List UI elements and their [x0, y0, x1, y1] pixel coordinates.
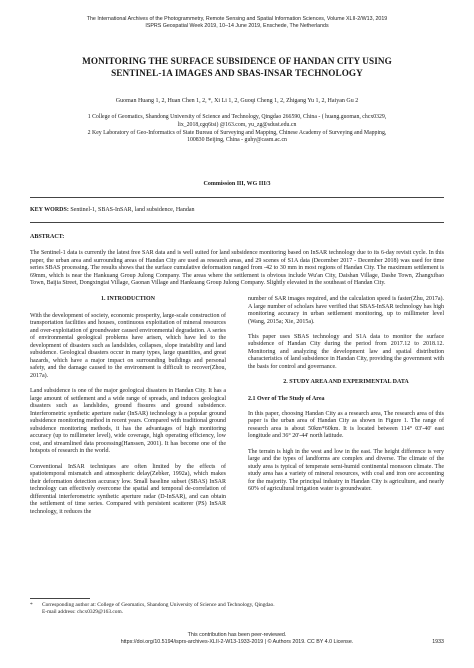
- keywords-text: Sentinel-1, SBAS-InSAR, land subsidence, Handan: [70, 207, 195, 213]
- affiliation-line: lix_2018,cgq6tsi) @163.com, yu_zg@sdust.edu.cn: [177, 121, 297, 128]
- section-heading-study-area: 2. STUDY AREA AND EXPERIMENTAL DATA: [283, 379, 409, 386]
- footnote-line1: [30, 602, 450, 609]
- paper-title: [30, 56, 444, 79]
- footnote-line2: E-mail address: chcx0329@163.com.: [42, 609, 124, 615]
- section-heading-introduction: 1. INTRODUCTION: [100, 296, 155, 302]
- keywords: [30, 206, 195, 214]
- affiliation-line: 100830 Beijing, China - guhy@casm.ac.cn: [187, 137, 287, 144]
- journal-header-line1: The International Archives of the Photogrammetry, Remote Sensing and Spatial Information Sciences, Volume XLII-2/W13, 2019: [86, 16, 388, 22]
- page-footer: [20, 632, 454, 647]
- body-paragraph: number of SAR images required, and the calculation speed is faster(Zhu, 2017a). A large number of scholars have verified that SBAS-InSAR technology has high monitoring accuracy in urban settlement monitoring, up to millimeter level (Wang, 2015a; Xie, 2015a).: [248, 296, 444, 325]
- body-paragraph: Land subsidence is one of the major geological disasters in Handan City. It has a large amount of settlement and a wide range of spreads, and induces geological disasters such as landslides, ground fissures and ground subsidence. Interferometric synthetic aperture radar (InSAR) technology is a popular ground subsidence monitoring method in recent years. Compared with traditional ground subsidence monitoring methods, it has the advantages of high monitoring accuracy (up to millimeter level), wide coverage, high operating efficiency, low cost, and streamlined data processing(Hanssen, 2001). It has become one of the hotspots of research in the world.: [30, 388, 226, 455]
- body-paragraph: This paper uses SBAS technology and S1A data to monitor the surface subsidence of Handan City during the period from 2017.12 to 2018.12. Monitoring and analyzing the development law and spatial distribution characteristics of land subsidence in Handan City, providing the government with the basis for control and governance.: [248, 333, 444, 370]
- body-paragraph: The terrain is high in the west and low in the east. The height difference is very large and the types of landforms are complex and diverse. The climate of the study area is typical of temperate semi-humid continental monsoon climate. The study area has a variety of mineral resources, with coal and iron ore accounting for the majority. The principal industry in Handan City is agriculture, and nearly 60% of agricultural irrigation water is groundwater.: [248, 448, 444, 493]
- commission-label: Commission III, WG III/3: [203, 181, 271, 187]
- journal-header-line2: ISPRS Geospatial Week 2019, 10–14 June 2019, Enschede, The Netherlands: [145, 23, 329, 30]
- footnote: [30, 602, 450, 616]
- body-paragraph: With the development of society, economic prosperity, large-scale construction of transportation facilities and houses, continuous exploitation of mineral resources and over-exploitation of groundwater caused environmental degradation. A series of environmental geological problems have arisen, which have led to the development of disasters such as landslides, collapses, slope instability and land subsidence. Geological disasters occur in many types, large quantities, and great hazards, which have a major impact on surrounding buildings and personal safety, and the damage caused to the environment is difficult to recover(Zhou, 2017a).: [30, 312, 226, 379]
- footer-review-note: This contribution has been peer-reviewed.: [187, 632, 287, 638]
- body-paragraph: Conventional InSAR techniques are often limited by the effects of spatiotemporal mismatch and atmospheric delay(Zebker, 1992a), which makes their deformation detection accuracy low. Small baseline subset (SBAS) InSAR technology can effectively overcome the spatial and temporal de-correlation of differential interferometric synthetic aperture radar (D-InSAR), and can obtain the settlement of time series. Compared with persistent scatterer (PS) InSAR technology, it reduces the: [30, 463, 226, 515]
- keywords-top-rule: [30, 197, 444, 198]
- author-list: Guoman Huang 1, 2, Huan Chen 1, 2, *, Xi Li 1, 2, Guoqi Cheng 1, 2, Zhigang Yu 1, 2, Haiyan Gu 2: [115, 98, 359, 104]
- page-number: 1933: [432, 639, 444, 645]
- affiliations: [40, 114, 434, 145]
- affiliation-line: 2 Key Laboratory of Geo-Informatics of State Bureau of Surveying and Mapping, Chinese Academy of Surveying and Mapping,: [87, 129, 387, 136]
- paper-title-line1: MONITORING THE SURFACE SUBSIDENCE OF HANDAN CITY USING: [82, 56, 392, 66]
- right-column: [248, 296, 444, 501]
- keywords-bottom-rule: [30, 222, 444, 223]
- abstract-heading: ABSTRACT:: [30, 234, 65, 240]
- abstract-text: The Sentinel-1 data is currently the latest free SAR data and is well suited for land subsidence monitoring based on InSAR technology due to its 6-day revisit cycle. In this paper, the urban area and surrounding areas of Handan City are used as research areas, and 29 scenes of S1A data (December 2017 - December 2018) was used for time series SBAS processing. The results shows that the surface cumulative deformation ranged from -42 to 30 mm in most regions of Handan City. The maximum settlement is 69mm, which is near the Hankuang Group Julong Company. The areas where the settlement is obvious include Wu'an City, Daishan Village, Dashe Town, Zhangxibao Town, Baijia Street, Dongxingtai Village, Gaonan Village and Hankuang Group Julong Company. Slightly elevated in the southeast of Handan City.: [30, 250, 444, 287]
- body-paragraph: In this paper, choosing Handan City as a research area, The research area of this paper is the urban area of Handan City as shown in Figure 1. The range of research area is about 50km*60km. It is located between 114° 03'-40' east longitude and 36° 20'-44' north latitude.: [248, 410, 444, 440]
- footnote-marker: *: [30, 602, 33, 608]
- affiliation-line: 1 College of Geomatics, Shandong University of Science and Technology, Qingdao 266590, China - ( huang.guoman, chcx0329,: [87, 114, 387, 120]
- subsection-heading: 2.1 Over of The Study of Area: [248, 395, 325, 402]
- footnote-text: Corresponding author at: College of Geomatics, Shandong University of Science and Technology, Qingdao.: [42, 602, 275, 608]
- footnote-rule: [30, 598, 90, 599]
- paper-title-line2: SENTINEL-1A IMAGES AND SBAS-INSAR TECHNOLOGY: [111, 67, 363, 78]
- journal-header: [20, 16, 454, 31]
- left-column: [30, 296, 226, 524]
- footer-doi-link[interactable]: https://doi.org/10.5194/isprs-archives-XLII-2-W13-1933-2019 | © Authors 2019. CC BY 4.0 License.: [120, 639, 354, 646]
- keywords-label: KEY WORDS:: [30, 207, 69, 213]
